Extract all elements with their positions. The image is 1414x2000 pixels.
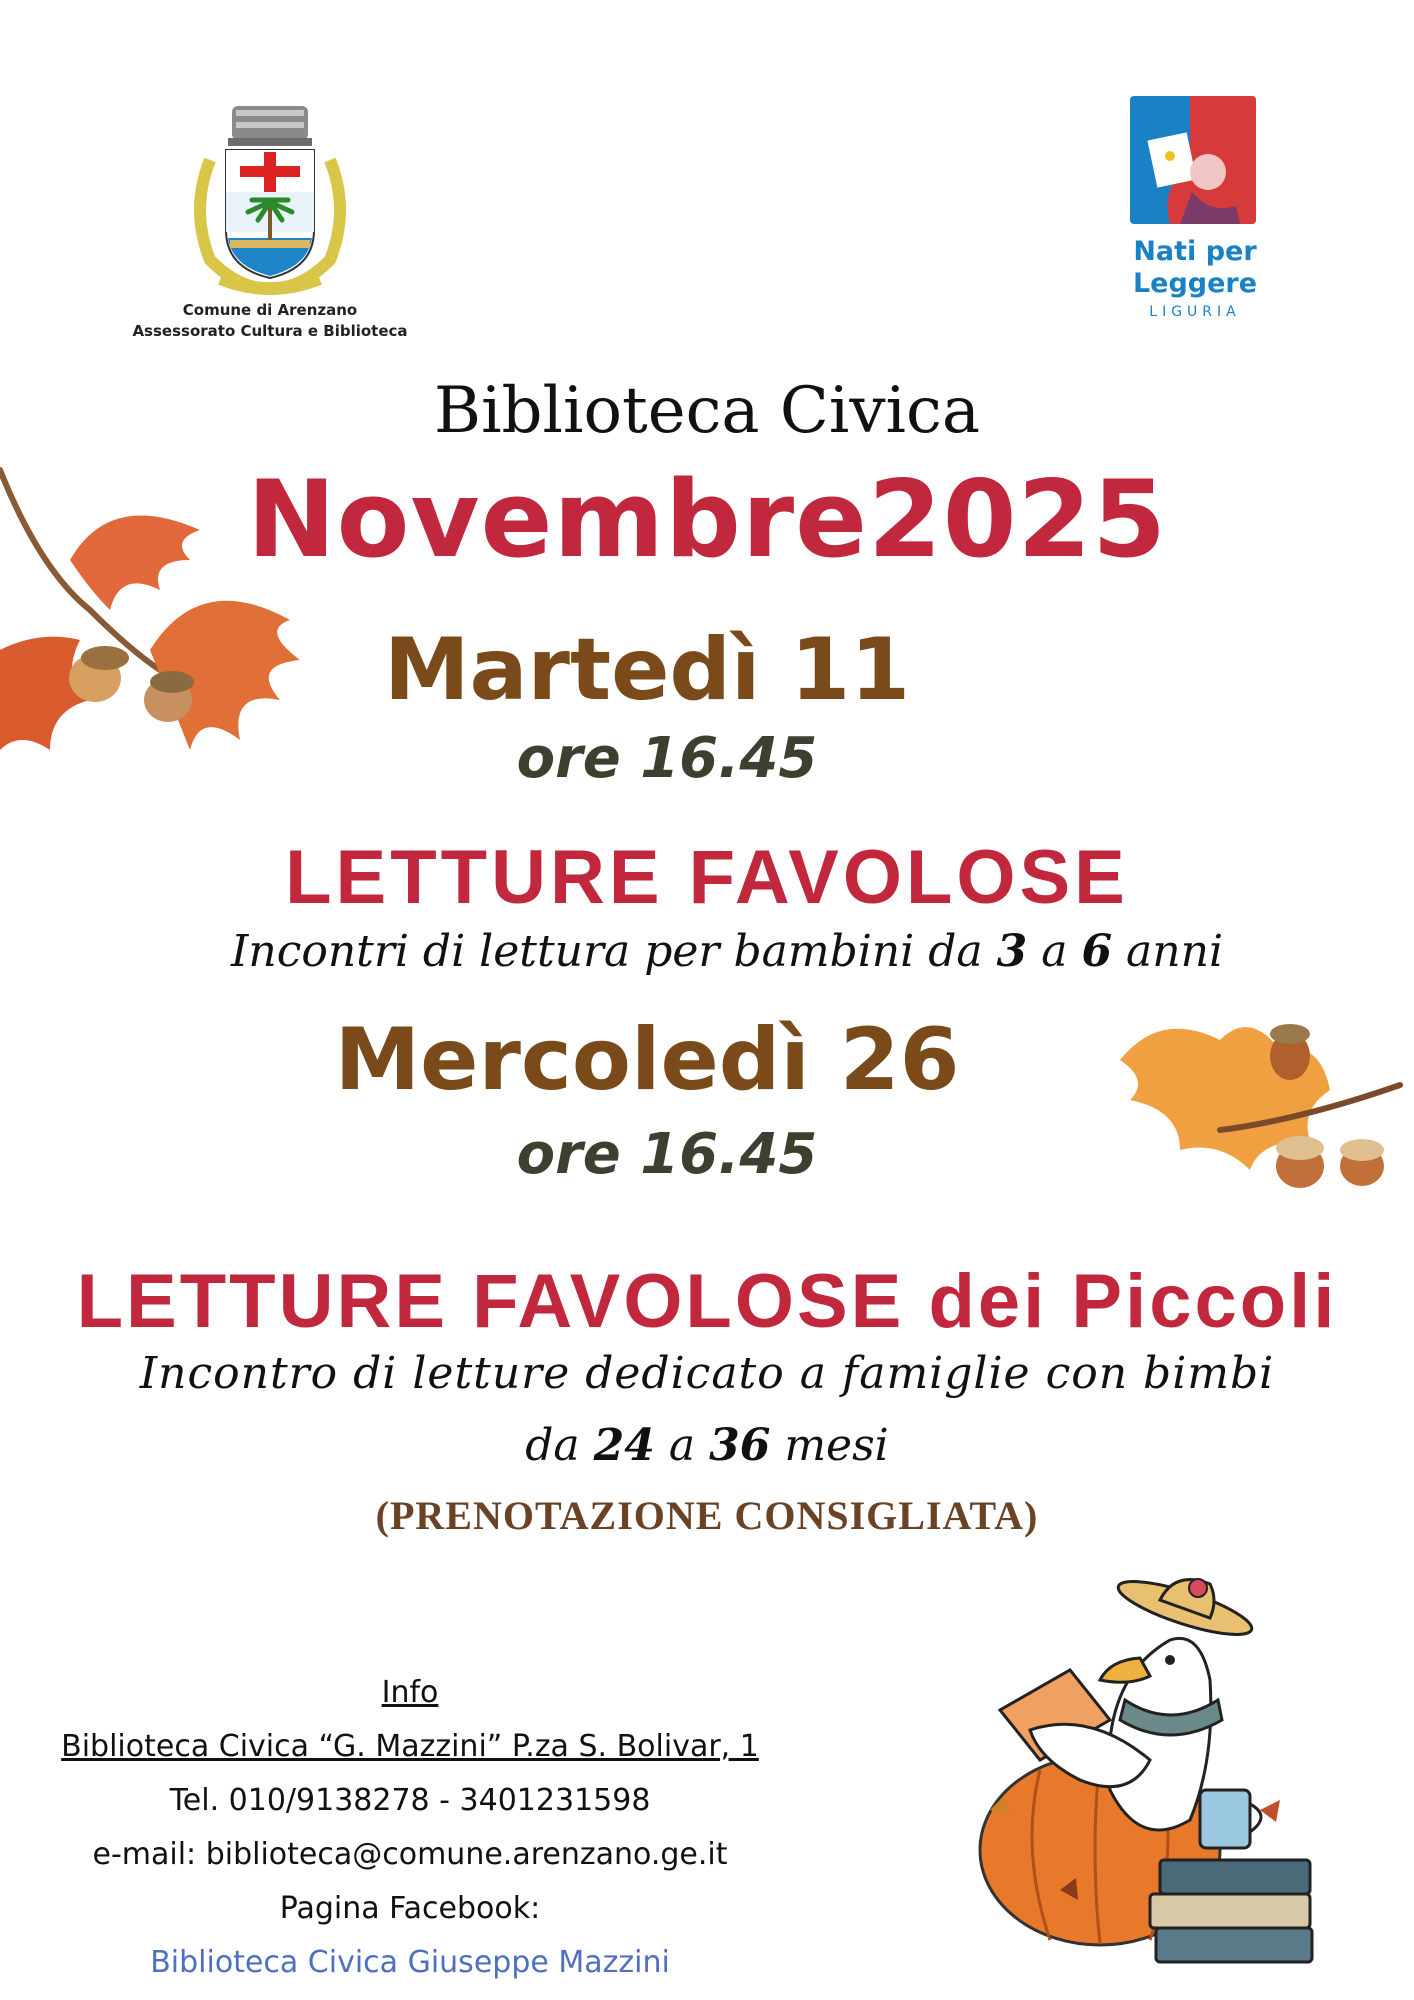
event-2-description-line2 xyxy=(0,1420,1414,1471)
npl-line3: LIGURIA xyxy=(1149,304,1241,320)
info-facebook-label: Pagina Facebook: xyxy=(279,1891,541,1926)
event-1-day: Martedì 11 xyxy=(383,620,911,720)
event-1-age-from: 3 xyxy=(996,926,1028,977)
event-2-time: ore 16.45 xyxy=(516,1122,818,1187)
info-heading: Info xyxy=(381,1675,439,1710)
comune-name xyxy=(100,300,440,342)
goose-reading-icon xyxy=(960,1560,1360,1970)
event-1-name: LETTURE FAVOLOSE xyxy=(285,835,1129,920)
comune-line2: Assessorato Cultura e Biblioteca xyxy=(132,322,408,340)
event-2-desc-post: mesi xyxy=(770,1420,889,1471)
info-address: Biblioteca Civica “G. Mazzini” P.za S. Bolivar, 1 xyxy=(61,1729,759,1764)
page-title: Biblioteca Civica xyxy=(434,374,980,448)
event-2-name: LETTURE FAVOLOSE dei Piccoli xyxy=(76,1259,1338,1344)
event-2-age-to: 36 xyxy=(709,1420,771,1471)
npl-line1: Nati per xyxy=(1133,236,1257,267)
facebook-page-link[interactable]: Biblioteca Civica Giuseppe Mazzini xyxy=(150,1945,670,1980)
event-2-day: Mercoledì 26 xyxy=(334,1010,960,1110)
booking-note: (PRENOTAZIONE CONSIGLIATA) xyxy=(375,1493,1039,1538)
event-1-time: ore 16.45 xyxy=(516,726,818,791)
info-email: e-mail: biblioteca@comune.arenzano.ge.it xyxy=(92,1837,728,1872)
event-1-desc-mid: a xyxy=(1027,926,1082,977)
event-1-description xyxy=(20,926,1414,977)
event-2-desc-mid: a xyxy=(654,1420,710,1471)
npl-line2: Leggere xyxy=(1132,268,1258,299)
month-heading: Novembre2025 xyxy=(246,458,1168,581)
event-1-desc-pre: Incontri di lettura per bambini da xyxy=(230,926,997,977)
nati-per-leggere-logo xyxy=(1130,96,1260,336)
arenzano-crest-icon xyxy=(180,100,360,300)
event-1-desc-post: anni xyxy=(1112,926,1224,977)
info-phone: Tel. 010/9138278 - 3401231598 xyxy=(169,1783,651,1818)
comune-line1: Comune di Arenzano xyxy=(182,301,358,319)
event-2-desc-pre: da xyxy=(525,1420,594,1471)
info-block xyxy=(0,1666,820,1990)
event-2-age-from: 24 xyxy=(593,1420,655,1471)
event-2-description-line1: Incontro di letture dedicato a famiglie con bimbi xyxy=(139,1348,1275,1399)
event-1-age-to: 6 xyxy=(1081,926,1113,977)
nati-per-leggere-logo-icon xyxy=(1130,96,1256,224)
